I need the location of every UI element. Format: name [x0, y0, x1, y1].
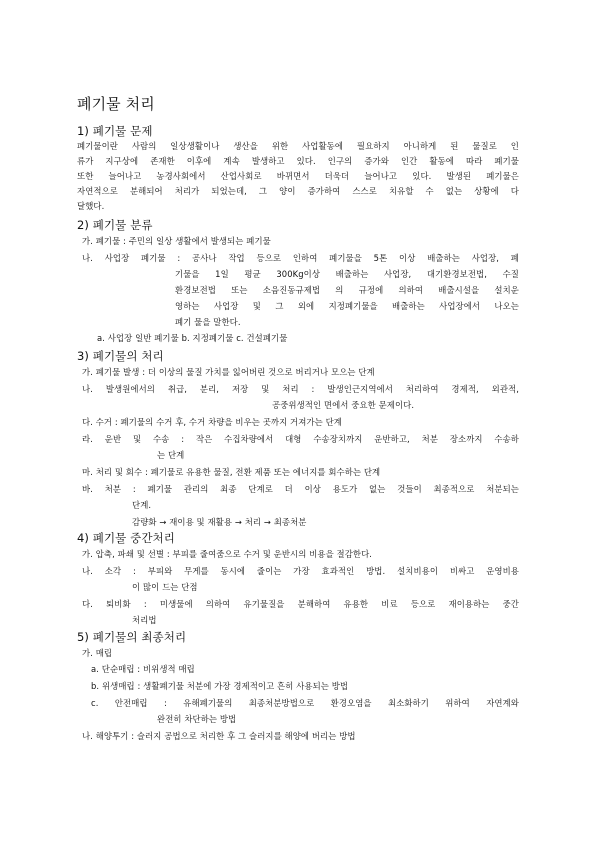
paragraph-line: 달했다. — [77, 201, 105, 211]
list-item-continuation: 환경보전법 또는 소음진동규제법 의 규정에 의하여 배출시설을 설치운 — [175, 285, 519, 295]
list-item: 나. 발생원에서의 취급, 분리, 저장 및 처리 : 발생인근지역에서 처리하여 경제적, 외관적, — [82, 384, 519, 394]
sub-list-item: c. 안전매립 : 유해폐기물의 최종처분방법으로 환경오염을 최소화하기 위하여 자연계와 — [91, 698, 519, 708]
sub-list-item: b. 위생매립 : 생활폐기물 처분에 가장 경제적이고 흔히 사용되는 방법 — [91, 681, 349, 691]
section-2-heading: 2) 폐기물 분류 — [77, 218, 153, 232]
section-4-heading: 4) 폐기물 중간처리 — [77, 531, 175, 545]
list-item: 바. 처분 : 폐기물 관리의 최종 단계로 더 이상 용도가 없는 것들이 최종적으로 처분되는 — [82, 484, 519, 494]
sub-list: a. 사업장 일반 폐기물 b. 지정폐기물 c. 건설폐기물 — [97, 333, 288, 343]
list-item: 가. 압축, 파쇄 및 선별 : 부피를 줄여줌으로 수거 및 운반시의 비용을 절감한다. — [82, 549, 373, 559]
list-item: 가. 폐기물 : 주민의 일상 생활에서 발생되는 폐기물 — [82, 236, 271, 246]
list-item: 다. 수거 : 폐기물의 수거 후, 수거 차량을 비우는 곳까지 거져가는 단계 — [82, 417, 342, 427]
list-item: 라. 운반 및 수송 : 작은 수집차량에서 대형 수송장치까지 운반하고, 처분 장소까지 수송하 — [82, 434, 519, 444]
list-item-continuation: 기물을 1일 평균 300Kg이상 배출하는 사업장, 대기환경보전법, 수질 — [175, 269, 519, 279]
section-3-heading: 3) 폐기물의 처리 — [77, 349, 164, 363]
list-item-continuation: 이 많이 드는 단점 — [132, 582, 198, 592]
list-item: 나. 사업장 폐기물 : 공사나 작업 등으로 인하여 폐기물을 5톤 이상 배출하는 사업장, 폐 — [82, 253, 519, 263]
list-item-continuation: 영하는 사업장 및 그 외에 지정폐기물을 배출하는 사업장에서 나오는 — [175, 301, 519, 311]
list-item: 가. 폐기물 발생 : 더 이상의 물질 가치를 잃어버린 것으로 버리거나 모으는 단계 — [82, 367, 375, 377]
section-5-heading: 5) 폐기물의 최종처리 — [77, 630, 187, 644]
paragraph-line: 자연적으로 분해되어 처리가 되었는데, 그 양이 증가하여 스스로 치유할 수 없는 상황에 다 — [77, 186, 519, 196]
paragraph-line: 류가 지구상에 존재한 이후에 계속 발생하고 있다. 인구의 증가와 인간 활동에 따라 폐기물 — [77, 156, 519, 166]
list-item-continuation: 는 단계 — [157, 450, 185, 460]
list-item: 가. 매립 — [82, 648, 113, 658]
paragraph-line: 또한 늘어나고 농경사회에서 산업사회로 바뀌면서 더욱더 늘어나고 있다. 발생된 폐기물은 — [77, 171, 519, 181]
process-flow: 감량화 → 재이용 및 재활용 → 처리 → 최종처분 — [132, 517, 307, 527]
list-item-continuation: 공중위생적인 면에서 중요한 문제이다. — [272, 400, 415, 410]
list-item-continuation: 처리법 — [132, 615, 157, 625]
list-item: 나. 소각 : 부피와 무게를 동시에 줄이는 가장 효과적인 방법. 설치비용이 비싸고 운영비용 — [82, 566, 519, 576]
paragraph-line: 폐기물이란 사람의 일상생활이나 생산을 위한 사업활동에 필요하지 아니하게 된 물질로 인 — [77, 141, 519, 151]
list-item: 다. 퇴비화 : 미생물에 의하여 유기물질을 분해하여 유용한 비료 등으로 재이용하는 중간 — [82, 599, 519, 609]
list-item: 마. 처리 및 회수 : 폐기물로 유용한 물질, 전환 제품 또는 에너지를 회수하는 단계 — [82, 467, 381, 477]
list-item-continuation: 단계. — [132, 500, 152, 510]
list-item-continuation: 폐기 물을 말한다. — [175, 317, 241, 327]
sub-list-item-continuation: 완전히 차단하는 방법 — [157, 714, 237, 724]
section-1-heading: 1) 폐기물 문제 — [77, 124, 153, 138]
page-title: 폐기물 처리 — [77, 95, 155, 113]
list-item: 나. 해양투기 : 슬러지 공법으로 처리한 후 그 슬러지를 해양에 버리는 방법 — [82, 731, 356, 741]
sub-list-item: a. 단순매립 : 비위생적 매립 — [91, 664, 195, 674]
